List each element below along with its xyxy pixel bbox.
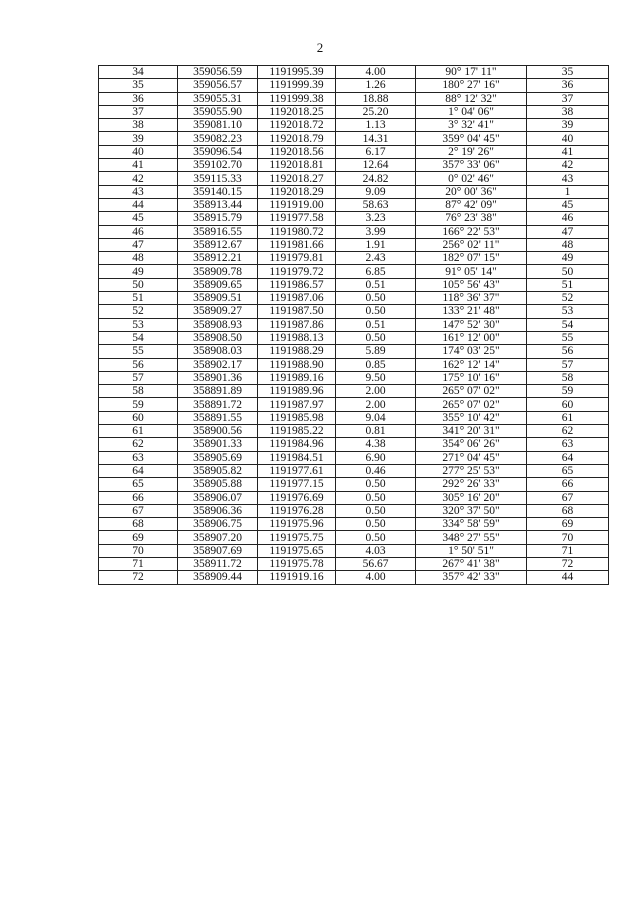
- table-row: [99, 185, 609, 198]
- cell-y-coordinate: 1191975.78: [258, 557, 336, 570]
- cell-next-point: 38: [527, 105, 609, 118]
- cell-next-point: 48: [527, 238, 609, 251]
- cell-point-number: 57: [99, 371, 178, 384]
- cell-point-number: 35: [99, 79, 178, 92]
- cell-y-coordinate: 1191999.38: [258, 92, 336, 105]
- cell-distance: 18.88: [336, 92, 416, 105]
- cell-x-coordinate: 358909.78: [178, 265, 258, 278]
- cell-y-coordinate: 1191987.06: [258, 292, 336, 305]
- table-row: [99, 345, 609, 358]
- cell-point-number: 37: [99, 105, 178, 118]
- table-row: [99, 411, 609, 424]
- cell-distance: 6.17: [336, 145, 416, 158]
- table-row: [99, 464, 609, 477]
- cell-next-point: 44: [527, 571, 609, 584]
- cell-next-point: 57: [527, 358, 609, 371]
- cell-y-coordinate: 1191995.39: [258, 66, 336, 79]
- cell-distance: 2.00: [336, 398, 416, 411]
- cell-x-coordinate: 358905.69: [178, 451, 258, 464]
- cell-bearing: 2° 19' 26": [416, 145, 527, 158]
- cell-point-number: 67: [99, 504, 178, 517]
- cell-bearing: 359° 04' 45": [416, 132, 527, 145]
- cell-point-number: 55: [99, 345, 178, 358]
- cell-distance: 0.50: [336, 331, 416, 344]
- cell-bearing: 334° 58' 59": [416, 518, 527, 531]
- cell-bearing: 357° 42' 33": [416, 571, 527, 584]
- cell-next-point: 39: [527, 119, 609, 132]
- table-row: [99, 172, 609, 185]
- cell-y-coordinate: 1191989.96: [258, 385, 336, 398]
- cell-next-point: 70: [527, 531, 609, 544]
- cell-bearing: 88° 12' 32": [416, 92, 527, 105]
- table-row: [99, 79, 609, 92]
- cell-next-point: 56: [527, 345, 609, 358]
- table-row: [99, 318, 609, 331]
- cell-y-coordinate: 1191976.28: [258, 504, 336, 517]
- cell-y-coordinate: 1191988.13: [258, 331, 336, 344]
- cell-distance: 5.89: [336, 345, 416, 358]
- cell-distance: 2.43: [336, 252, 416, 265]
- cell-distance: 0.50: [336, 491, 416, 504]
- cell-bearing: 354° 06' 26": [416, 438, 527, 451]
- cell-y-coordinate: 1191981.66: [258, 238, 336, 251]
- cell-next-point: 61: [527, 411, 609, 424]
- cell-point-number: 63: [99, 451, 178, 464]
- cell-point-number: 62: [99, 438, 178, 451]
- cell-y-coordinate: 1192018.56: [258, 145, 336, 158]
- cell-point-number: 51: [99, 292, 178, 305]
- cell-next-point: 66: [527, 478, 609, 491]
- cell-point-number: 36: [99, 92, 178, 105]
- cell-y-coordinate: 1191989.16: [258, 371, 336, 384]
- cell-y-coordinate: 1192018.81: [258, 159, 336, 172]
- cell-y-coordinate: 1191987.86: [258, 318, 336, 331]
- cell-y-coordinate: 1191988.90: [258, 358, 336, 371]
- cell-distance: 9.09: [336, 185, 416, 198]
- cell-next-point: 37: [527, 92, 609, 105]
- cell-next-point: 54: [527, 318, 609, 331]
- table-row: [99, 66, 609, 79]
- cell-x-coordinate: 358905.82: [178, 464, 258, 477]
- table-row: [99, 292, 609, 305]
- cell-y-coordinate: 1191975.75: [258, 531, 336, 544]
- cell-x-coordinate: 358900.56: [178, 425, 258, 438]
- cell-point-number: 66: [99, 491, 178, 504]
- cell-y-coordinate: 1191919.00: [258, 198, 336, 211]
- cell-next-point: 53: [527, 305, 609, 318]
- cell-next-point: 67: [527, 491, 609, 504]
- cell-distance: 12.64: [336, 159, 416, 172]
- cell-bearing: 341° 20' 31": [416, 425, 527, 438]
- cell-point-number: 45: [99, 212, 178, 225]
- cell-x-coordinate: 358909.65: [178, 278, 258, 291]
- cell-bearing: 267° 41' 38": [416, 557, 527, 570]
- table-row: [99, 571, 609, 584]
- cell-x-coordinate: 359140.15: [178, 185, 258, 198]
- cell-distance: 9.04: [336, 411, 416, 424]
- cell-next-point: 64: [527, 451, 609, 464]
- cell-bearing: 118° 36' 37": [416, 292, 527, 305]
- table-row: [99, 265, 609, 278]
- table-row: [99, 478, 609, 491]
- cell-point-number: 68: [99, 518, 178, 531]
- cell-x-coordinate: 358909.51: [178, 292, 258, 305]
- cell-point-number: 52: [99, 305, 178, 318]
- cell-next-point: 35: [527, 66, 609, 79]
- cell-point-number: 60: [99, 411, 178, 424]
- cell-point-number: 42: [99, 172, 178, 185]
- cell-y-coordinate: 1192018.25: [258, 105, 336, 118]
- cell-bearing: 20° 00' 36": [416, 185, 527, 198]
- cell-bearing: 105° 56' 43": [416, 278, 527, 291]
- cell-bearing: 180° 27' 16": [416, 79, 527, 92]
- cell-bearing: 133° 21' 48": [416, 305, 527, 318]
- cell-point-number: 49: [99, 265, 178, 278]
- cell-next-point: 60: [527, 398, 609, 411]
- cell-y-coordinate: 1191979.81: [258, 252, 336, 265]
- cell-next-point: 51: [527, 278, 609, 291]
- table-row: [99, 238, 609, 251]
- cell-distance: 6.85: [336, 265, 416, 278]
- cell-y-coordinate: 1191987.50: [258, 305, 336, 318]
- cell-bearing: 271° 04' 45": [416, 451, 527, 464]
- cell-point-number: 54: [99, 331, 178, 344]
- table-row: [99, 225, 609, 238]
- cell-distance: 3.23: [336, 212, 416, 225]
- cell-point-number: 65: [99, 478, 178, 491]
- cell-y-coordinate: 1191976.69: [258, 491, 336, 504]
- cell-bearing: 174° 03' 25": [416, 345, 527, 358]
- cell-next-point: 49: [527, 252, 609, 265]
- cell-bearing: 147° 52' 30": [416, 318, 527, 331]
- cell-distance: 2.00: [336, 385, 416, 398]
- cell-distance: 0.50: [336, 305, 416, 318]
- cell-y-coordinate: 1192018.72: [258, 119, 336, 132]
- cell-x-coordinate: 358906.36: [178, 504, 258, 517]
- cell-next-point: 46: [527, 212, 609, 225]
- cell-y-coordinate: 1191985.22: [258, 425, 336, 438]
- cell-next-point: 63: [527, 438, 609, 451]
- cell-y-coordinate: 1191986.57: [258, 278, 336, 291]
- cell-bearing: 162° 12' 14": [416, 358, 527, 371]
- cell-distance: 0.50: [336, 504, 416, 517]
- cell-y-coordinate: 1191919.16: [258, 571, 336, 584]
- table-row: [99, 398, 609, 411]
- cell-x-coordinate: 359115.33: [178, 172, 258, 185]
- cell-distance: 0.51: [336, 278, 416, 291]
- cell-next-point: 59: [527, 385, 609, 398]
- cell-x-coordinate: 359055.31: [178, 92, 258, 105]
- cell-next-point: 43: [527, 172, 609, 185]
- cell-distance: 14.31: [336, 132, 416, 145]
- cell-distance: 1.91: [336, 238, 416, 251]
- cell-y-coordinate: 1191977.58: [258, 212, 336, 225]
- cell-bearing: 348° 27' 55": [416, 531, 527, 544]
- cell-point-number: 38: [99, 119, 178, 132]
- cell-next-point: 1: [527, 185, 609, 198]
- cell-next-point: 42: [527, 159, 609, 172]
- table-row: [99, 252, 609, 265]
- cell-x-coordinate: 358913.44: [178, 198, 258, 211]
- cell-bearing: 265° 07' 02": [416, 385, 527, 398]
- cell-y-coordinate: 1192018.29: [258, 185, 336, 198]
- cell-x-coordinate: 358908.50: [178, 331, 258, 344]
- cell-bearing: 1° 04' 06": [416, 105, 527, 118]
- cell-distance: 58.63: [336, 198, 416, 211]
- cell-distance: 6.90: [336, 451, 416, 464]
- table-row: [99, 198, 609, 211]
- cell-x-coordinate: 358891.72: [178, 398, 258, 411]
- cell-next-point: 52: [527, 292, 609, 305]
- table-row: [99, 425, 609, 438]
- cell-x-coordinate: 359081.10: [178, 119, 258, 132]
- cell-y-coordinate: 1191975.65: [258, 544, 336, 557]
- cell-y-coordinate: 1192018.79: [258, 132, 336, 145]
- cell-x-coordinate: 358907.20: [178, 531, 258, 544]
- cell-bearing: 166° 22' 53": [416, 225, 527, 238]
- cell-bearing: 90° 17' 11": [416, 66, 527, 79]
- cell-point-number: 50: [99, 278, 178, 291]
- cell-point-number: 46: [99, 225, 178, 238]
- table-row: [99, 371, 609, 384]
- cell-bearing: 175° 10' 16": [416, 371, 527, 384]
- cell-distance: 0.50: [336, 292, 416, 305]
- cell-bearing: 305° 16' 20": [416, 491, 527, 504]
- table-row: [99, 504, 609, 517]
- cell-y-coordinate: 1191980.72: [258, 225, 336, 238]
- cell-distance: 0.46: [336, 464, 416, 477]
- cell-x-coordinate: 358911.72: [178, 557, 258, 570]
- cell-y-coordinate: 1191985.98: [258, 411, 336, 424]
- table-row: [99, 331, 609, 344]
- cell-point-number: 72: [99, 571, 178, 584]
- cell-bearing: 277° 25' 53": [416, 464, 527, 477]
- cell-bearing: 91° 05' 14": [416, 265, 527, 278]
- table-row: [99, 438, 609, 451]
- table-row: [99, 557, 609, 570]
- cell-bearing: 76° 23' 38": [416, 212, 527, 225]
- cell-next-point: 45: [527, 198, 609, 211]
- cell-bearing: 265° 07' 02": [416, 398, 527, 411]
- cell-x-coordinate: 358909.27: [178, 305, 258, 318]
- cell-next-point: 41: [527, 145, 609, 158]
- cell-next-point: 40: [527, 132, 609, 145]
- cell-x-coordinate: 359056.59: [178, 66, 258, 79]
- cell-point-number: 58: [99, 385, 178, 398]
- table-row: [99, 531, 609, 544]
- cell-bearing: 87° 42' 09": [416, 198, 527, 211]
- cell-distance: 3.99: [336, 225, 416, 238]
- cell-point-number: 47: [99, 238, 178, 251]
- cell-x-coordinate: 358891.55: [178, 411, 258, 424]
- table-row: [99, 358, 609, 371]
- cell-x-coordinate: 358891.89: [178, 385, 258, 398]
- cell-y-coordinate: 1191975.96: [258, 518, 336, 531]
- cell-distance: 0.50: [336, 518, 416, 531]
- table-row: [99, 518, 609, 531]
- cell-bearing: 355° 10' 42": [416, 411, 527, 424]
- cell-x-coordinate: 359082.23: [178, 132, 258, 145]
- cell-x-coordinate: 358912.21: [178, 252, 258, 265]
- cell-distance: 0.50: [336, 478, 416, 491]
- cell-next-point: 69: [527, 518, 609, 531]
- table-row: [99, 105, 609, 118]
- cell-point-number: 71: [99, 557, 178, 570]
- cell-next-point: 55: [527, 331, 609, 344]
- cell-x-coordinate: 358915.79: [178, 212, 258, 225]
- cell-bearing: 292° 26' 33": [416, 478, 527, 491]
- cell-bearing: 161° 12' 00": [416, 331, 527, 344]
- cell-bearing: 0° 02' 46": [416, 172, 527, 185]
- cell-distance: 0.50: [336, 531, 416, 544]
- cell-next-point: 72: [527, 557, 609, 570]
- cell-x-coordinate: 358907.69: [178, 544, 258, 557]
- cell-point-number: 44: [99, 198, 178, 211]
- table-row: [99, 385, 609, 398]
- table-row: [99, 544, 609, 557]
- cell-distance: 56.67: [336, 557, 416, 570]
- cell-y-coordinate: 1192018.27: [258, 172, 336, 185]
- coordinates-table-body: [99, 66, 609, 585]
- cell-point-number: 48: [99, 252, 178, 265]
- cell-x-coordinate: 358905.88: [178, 478, 258, 491]
- cell-next-point: 62: [527, 425, 609, 438]
- cell-y-coordinate: 1191988.29: [258, 345, 336, 358]
- cell-next-point: 36: [527, 79, 609, 92]
- cell-y-coordinate: 1191999.39: [258, 79, 336, 92]
- cell-x-coordinate: 358906.07: [178, 491, 258, 504]
- coordinates-table: [98, 65, 609, 585]
- table-row: [99, 145, 609, 158]
- cell-bearing: 182° 07' 15": [416, 252, 527, 265]
- cell-x-coordinate: 358908.93: [178, 318, 258, 331]
- cell-distance: 0.51: [336, 318, 416, 331]
- cell-point-number: 53: [99, 318, 178, 331]
- cell-y-coordinate: 1191984.51: [258, 451, 336, 464]
- cell-distance: 0.85: [336, 358, 416, 371]
- cell-distance: 4.00: [336, 66, 416, 79]
- table-row: [99, 159, 609, 172]
- cell-y-coordinate: 1191984.96: [258, 438, 336, 451]
- cell-point-number: 40: [99, 145, 178, 158]
- cell-x-coordinate: 358916.55: [178, 225, 258, 238]
- cell-x-coordinate: 358901.33: [178, 438, 258, 451]
- cell-point-number: 70: [99, 544, 178, 557]
- cell-distance: 4.38: [336, 438, 416, 451]
- cell-next-point: 50: [527, 265, 609, 278]
- cell-y-coordinate: 1191987.97: [258, 398, 336, 411]
- table-row: [99, 119, 609, 132]
- cell-point-number: 39: [99, 132, 178, 145]
- cell-point-number: 34: [99, 66, 178, 79]
- cell-point-number: 64: [99, 464, 178, 477]
- cell-x-coordinate: 359056.57: [178, 79, 258, 92]
- cell-distance: 0.81: [336, 425, 416, 438]
- cell-next-point: 65: [527, 464, 609, 477]
- cell-x-coordinate: 359096.54: [178, 145, 258, 158]
- table-row: [99, 212, 609, 225]
- cell-x-coordinate: 358908.03: [178, 345, 258, 358]
- cell-bearing: 1° 50' 51": [416, 544, 527, 557]
- table-row: [99, 278, 609, 291]
- table-row: [99, 92, 609, 105]
- cell-bearing: 357° 33' 06": [416, 159, 527, 172]
- table-row: [99, 305, 609, 318]
- cell-point-number: 59: [99, 398, 178, 411]
- cell-next-point: 68: [527, 504, 609, 517]
- cell-bearing: 320° 37' 50": [416, 504, 527, 517]
- cell-next-point: 58: [527, 371, 609, 384]
- cell-distance: 4.00: [336, 571, 416, 584]
- cell-x-coordinate: 359055.90: [178, 105, 258, 118]
- cell-bearing: 256° 02' 11": [416, 238, 527, 251]
- cell-x-coordinate: 358901.36: [178, 371, 258, 384]
- cell-distance: 4.03: [336, 544, 416, 557]
- cell-x-coordinate: 358906.75: [178, 518, 258, 531]
- cell-y-coordinate: 1191977.61: [258, 464, 336, 477]
- cell-next-point: 71: [527, 544, 609, 557]
- cell-point-number: 41: [99, 159, 178, 172]
- cell-x-coordinate: 359102.70: [178, 159, 258, 172]
- cell-distance: 9.50: [336, 371, 416, 384]
- table-row: [99, 451, 609, 464]
- cell-distance: 24.82: [336, 172, 416, 185]
- cell-x-coordinate: 358912.67: [178, 238, 258, 251]
- cell-y-coordinate: 1191979.72: [258, 265, 336, 278]
- cell-distance: 25.20: [336, 105, 416, 118]
- cell-point-number: 43: [99, 185, 178, 198]
- cell-distance: 1.26: [336, 79, 416, 92]
- table-row: [99, 132, 609, 145]
- page-number: 2: [316, 40, 324, 55]
- cell-x-coordinate: 358909.44: [178, 571, 258, 584]
- cell-point-number: 69: [99, 531, 178, 544]
- cell-point-number: 61: [99, 425, 178, 438]
- cell-next-point: 47: [527, 225, 609, 238]
- cell-y-coordinate: 1191977.15: [258, 478, 336, 491]
- cell-x-coordinate: 358902.17: [178, 358, 258, 371]
- table-row: [99, 491, 609, 504]
- cell-distance: 1.13: [336, 119, 416, 132]
- cell-bearing: 3° 32' 41": [416, 119, 527, 132]
- cell-point-number: 56: [99, 358, 178, 371]
